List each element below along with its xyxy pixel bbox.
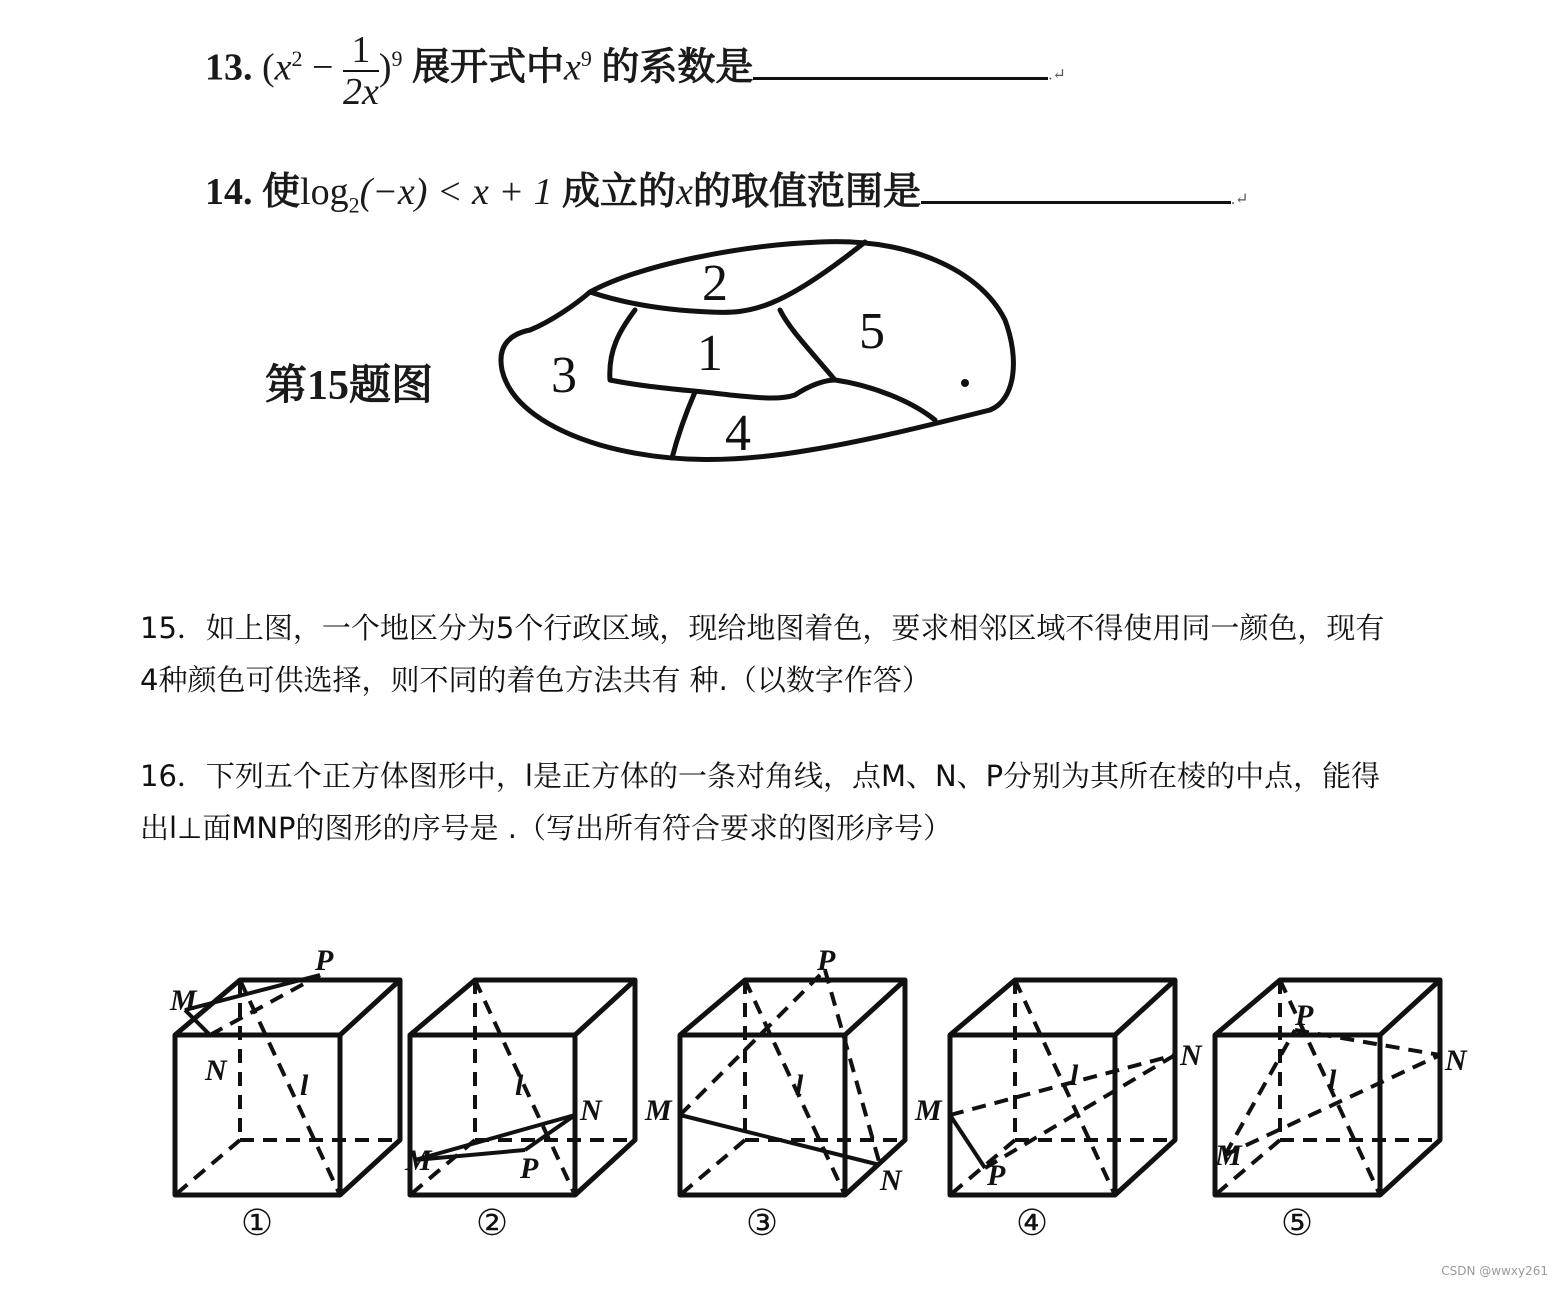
var-x: x [676, 171, 693, 213]
text: 成立的 [562, 171, 677, 213]
point-label-M: M [170, 984, 197, 1017]
text: 的取值范围是 [692, 171, 921, 213]
point-label-P: P [987, 1159, 1006, 1192]
point-label-P: P [520, 1152, 539, 1185]
cube-label-1: ① [240, 1203, 274, 1243]
cube-label-3: ③ [745, 1203, 779, 1243]
answer-blank [921, 201, 1231, 204]
point-label-M: M [915, 1094, 942, 1127]
question-15 [140, 602, 1520, 706]
fraction [343, 30, 379, 112]
question-14 [205, 160, 1248, 219]
inequality: (−x) < x + 1 [359, 171, 553, 213]
question-number: 13. [205, 46, 253, 89]
cube-label-2: ② [475, 1203, 509, 1243]
cube-label-4: ④ [1015, 1203, 1049, 1243]
diagonal-label-l: l [515, 1069, 524, 1102]
region-label-1: 1 [697, 325, 723, 382]
point-label-P: P [817, 944, 836, 977]
point-label-N: N [1445, 1044, 1467, 1077]
cube-figures [160, 940, 1500, 1260]
point-label-M: M [1215, 1139, 1242, 1172]
exponent: 9 [580, 46, 592, 72]
log-function: log [300, 171, 349, 213]
map-caption: 第15题图 [265, 363, 434, 409]
map-dot [961, 379, 969, 387]
map-outline [501, 242, 1013, 460]
var-x: x [564, 46, 581, 89]
region-label-5: 5 [859, 303, 885, 360]
cube-2 [404, 980, 635, 1243]
cube-5 [1214, 980, 1468, 1243]
point-label-N: N [1180, 1039, 1202, 1072]
exponent: 9 [391, 46, 403, 72]
cube-label-5: ⑤ [1280, 1203, 1314, 1243]
point-label-P: P [1295, 999, 1314, 1032]
region-map [490, 230, 1030, 480]
return-mark-icon: .↵ [1230, 191, 1249, 208]
return-mark-icon: .↵ [1048, 66, 1066, 84]
point-label-N: N [880, 1164, 902, 1197]
point-label-M: M [405, 1144, 432, 1177]
region-label-2: 2 [702, 255, 728, 312]
question-line: 16．下列五个正方体图形中，l是正方体的一条对角线，点M、N、P分别为其所在棱的中点，能得 [140, 759, 1381, 793]
question-number: 14. [205, 171, 253, 213]
border-4 [672, 392, 695, 458]
fraction-denominator: 2x [342, 71, 379, 113]
diagonal-label-l: l [1328, 1064, 1337, 1097]
log-base: 2 [348, 192, 360, 218]
fraction-numerator: 1 [343, 30, 379, 72]
diagonal-label-l: l [1070, 1059, 1079, 1092]
answer-blank [753, 77, 1048, 80]
point-label-M: M [645, 1094, 672, 1127]
question-16 [140, 750, 1520, 854]
point-label-P: P [315, 944, 334, 977]
watermark: CSDN @wwxy261 [1441, 1264, 1548, 1278]
region-label-4: 4 [725, 405, 751, 462]
cube-3 [644, 944, 905, 1243]
text: 的系数是 [601, 46, 754, 89]
paren-close: ) [378, 46, 392, 89]
question-line: 出l⊥面MNP的图形的序号是 .（写出所有符合要求的图形序号） [140, 811, 952, 845]
point-label-N: N [580, 1094, 602, 1127]
text: 使 [262, 171, 301, 213]
paren-open: ( [262, 46, 275, 89]
cube-1 [169, 944, 400, 1243]
question-line: 15．如上图，一个地区分为5个行政区域，现给地图着色，要求相邻区域不得使用同一颜色，现有 [140, 611, 1385, 645]
diagonal-label-l: l [300, 1069, 309, 1102]
var-x: x [274, 46, 292, 89]
exponent: 2 [291, 46, 303, 72]
minus-sign: − [312, 46, 334, 89]
border-1-5 [780, 310, 935, 420]
region-label-3: 3 [551, 347, 577, 404]
cube-4 [914, 980, 1203, 1243]
question-13 [205, 30, 1066, 112]
point-label-N: N [205, 1054, 227, 1087]
question-line: 4种颜色可供选择，则不同的着色方法共有 种.（以数字作答） [140, 663, 931, 697]
diagonal-label-l: l [795, 1069, 804, 1102]
text: 展开式中 [412, 46, 565, 89]
